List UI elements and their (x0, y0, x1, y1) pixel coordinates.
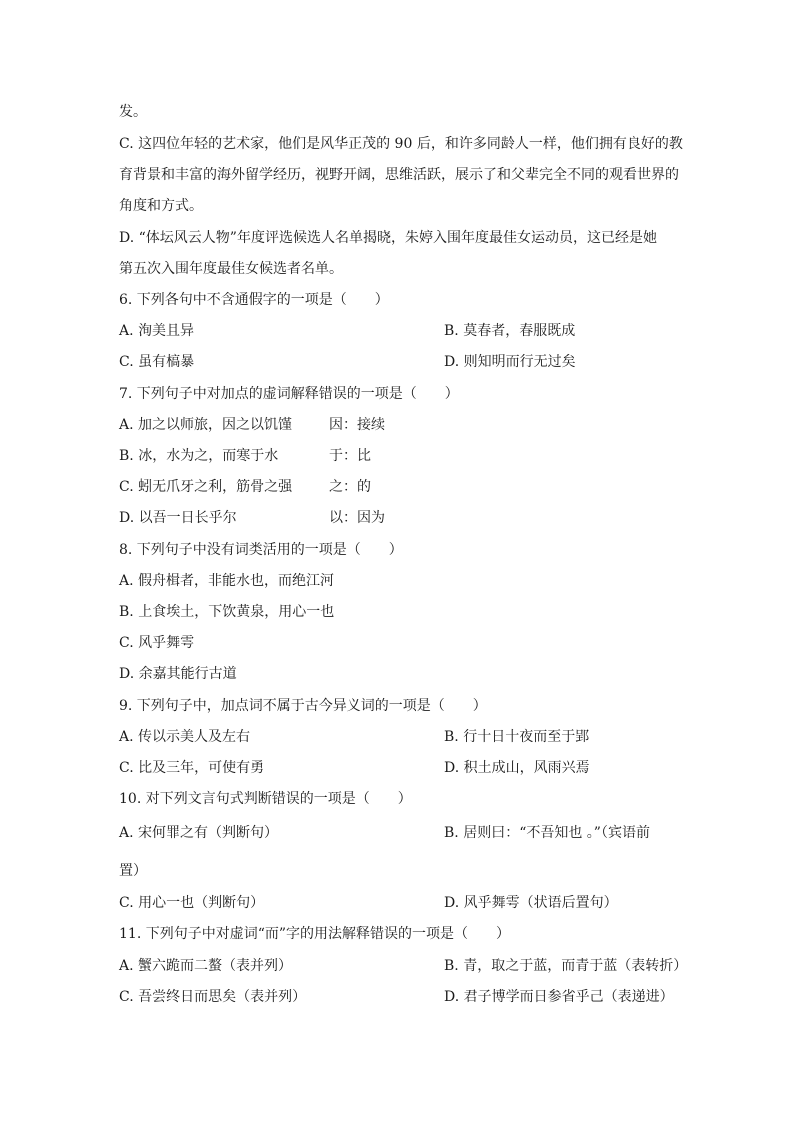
question-9-option-d: D. 积土成山，风雨兴焉 (444, 760, 590, 776)
question-6-option-c: C. 虽有槁暴 (119, 354, 195, 370)
question-11-option-b: B. 青，取之于蓝，而青于蓝（表转折） (444, 958, 688, 974)
question-11-option-d: D. 君子博学而日参省乎己（表递进） (444, 989, 674, 1005)
option-c-line-1: C. 这四位年轻的艺术家，他们是风华正茂的 90 后，和许多同龄人一样，他们拥有良好的教 (119, 136, 683, 152)
question-11-option-a: A. 蟹六跪而二螯（表并列） (119, 958, 293, 974)
question-10-option-d: D. 风乎舞雩（状语后置句） (444, 895, 618, 911)
question-7-option-b: B. 冰，水为之，而寒于水 (119, 448, 279, 464)
question-8-option-d: D. 余嘉其能行古道 (119, 666, 237, 682)
question-11-option-c: C. 吾尝终日而思矣（表并列） (119, 989, 307, 1005)
question-7-option-d: D. 以吾一日长乎尔 (119, 510, 237, 526)
question-10-option-a: A. 宋何罪之有（判断句） (119, 825, 279, 841)
question-10-stem: 10. 对下列文言句式判断错误的一项是（ ） (119, 791, 412, 807)
question-11-stem: 11. 下列句子中对虚词“而”字的用法解释错误的一项是（ ） (119, 926, 511, 942)
question-7-option-c: C. 蚓无爪牙之利，筋骨之强 (119, 479, 293, 495)
question-10-option-b: B. 居则曰：“不吾知也 。”（宾语前 (444, 825, 650, 841)
option-c-line-3: 角度和方式。 (119, 198, 203, 214)
option-d-line-2: 第五次入围年度最佳女候选者名单。 (119, 261, 343, 277)
question-7-stem: 7. 下列句子中对加点的虚词解释错误的一项是（ ） (119, 386, 459, 402)
option-c-line-2: 育背景和丰富的海外留学经历，视野开阔，思维活跃，展示了和父辈完全不同的观看世界的 (119, 167, 679, 183)
question-10-option-b-continued: 置） (119, 863, 147, 879)
question-9-option-c: C. 比及三年，可使有勇 (119, 760, 265, 776)
question-7-gloss-d: 以：因为 (329, 510, 385, 526)
question-10-option-c: C. 用心一也（判断句） (119, 895, 265, 911)
question-7-gloss-b: 于：比 (329, 448, 371, 464)
question-9-option-b: B. 行十日十夜而至于郢 (444, 729, 590, 745)
question-8-option-c: C. 风乎舞雩 (119, 635, 195, 651)
question-9-option-a: A. 传以示美人及左右 (119, 729, 251, 745)
option-d-line-1: D. “体坛风云人物”年度评选候选人名单揭晓，朱婷入围年度最佳女运动员，这已经是她 (119, 230, 657, 246)
question-6-stem: 6. 下列各句中不含通假字的一项是（ ） (119, 292, 389, 308)
question-7-gloss-c: 之：的 (329, 479, 371, 495)
question-8-stem: 8. 下列句子中没有词类活用的一项是（ ） (119, 542, 403, 558)
question-6-option-b: B. 莫春者，春服既成 (444, 323, 576, 339)
passage-line: 发。 (119, 104, 147, 120)
question-9-stem: 9. 下列句子中，加点词不属于古今异义词的一项是（ ） (119, 698, 487, 714)
question-7-option-a: A. 加之以师旅，因之以饥馑 (119, 417, 293, 433)
question-8-option-b: B. 上食埃土，下饮黄泉，用心一也 (119, 604, 335, 620)
question-7-gloss-a: 因：接续 (329, 417, 385, 433)
question-6-option-a: A. 洵美且异 (119, 323, 195, 339)
question-8-option-a: A. 假舟楫者，非能水也，而绝江河 (119, 573, 335, 589)
question-6-option-d: D. 则知明而行无过矣 (444, 354, 576, 370)
